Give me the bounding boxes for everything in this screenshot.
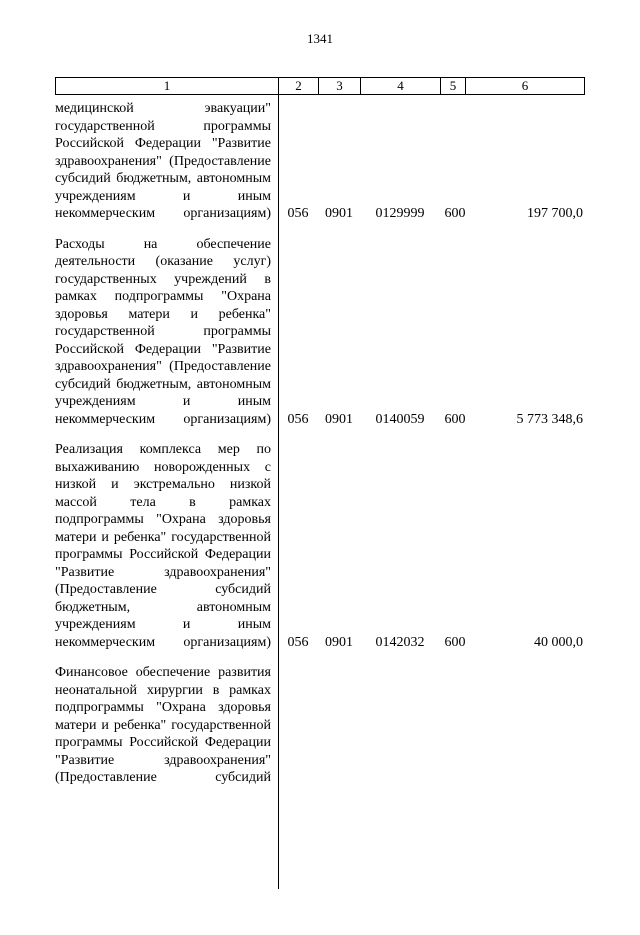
- header-cell-4: 4: [361, 78, 441, 94]
- expense-type-code-cell: 600: [444, 634, 466, 650]
- section-code-cell: 0901: [325, 634, 353, 650]
- table-row: [55, 441, 585, 651]
- chapter-code-cell: 056: [287, 206, 309, 221]
- amount-cell: 197 700,0: [527, 206, 583, 221]
- expense-name-cell: Реализация комплекса мер по выхаживанию новорожденных с низкой и экстремально низкой массой тела в рамках подпрограммы "Охрана здоровья матери и ребенка" государственной программы Российской Федерации "Развитие здравоохранения" (Предоставление субсидий бюджетным, автономным учреждениям и иным некоммерческим организациям): [55, 442, 271, 650]
- section-code-cell: 0901: [325, 206, 353, 221]
- amount-cell: 40 000,0: [534, 634, 583, 650]
- column-divider: [278, 95, 279, 889]
- table-row: [55, 236, 585, 429]
- header-cell-1: 1: [56, 78, 279, 94]
- target-article-code-cell: 0140059: [375, 411, 425, 427]
- header-cell-5: 5: [441, 78, 466, 94]
- document-page: [0, 30, 640, 935]
- expense-name-cell: медицинской эвакуации" государственной программы Российской Федерации "Развитие здравоохранения" (Предоставление субсидий бюджетным, автономным учреждениям и иным некоммерческим организациям): [55, 101, 271, 221]
- target-article-code-cell: 0129999: [375, 206, 425, 221]
- table-row: [55, 100, 585, 223]
- section-code-cell: 0901: [325, 411, 353, 427]
- expense-name-cell: Расходы на обеспечение деятельности (оказание услуг) государственных учреждений в рамках подпрограммы "Охрана здоровья матери и ребенка" государственной программы Российской Федерации "Развитие здравоохранения" (Предоставление субсидий бюджетным, автономным учреждениям и иным некоммерческим организациям): [55, 236, 271, 427]
- header-cell-6: 6: [521, 78, 529, 93]
- expense-name-cell: Финансовое обеспечение развития неонатальной хирургии в рамках подпрограммы "Охрана здоровья матери и ребенка" государственной программы Российской Федерации "Развитие здравоохранения" (Предоставление субсидий: [55, 665, 271, 785]
- chapter-code-cell: 056: [287, 634, 309, 650]
- target-article-code-cell: 0142032: [375, 634, 425, 650]
- page-number: 1341: [307, 31, 333, 46]
- table-body: [55, 95, 585, 889]
- table-header-row: [55, 77, 585, 95]
- chapter-code-cell: 056: [287, 411, 309, 427]
- expense-type-code-cell: 600: [444, 206, 466, 221]
- table-row: [55, 664, 585, 787]
- expense-type-code-cell: 600: [444, 411, 466, 427]
- budget-table: [55, 77, 585, 889]
- header-cell-3: 3: [319, 78, 361, 94]
- header-cell-2: 2: [279, 78, 319, 94]
- amount-cell: 5 773 348,6: [516, 411, 583, 427]
